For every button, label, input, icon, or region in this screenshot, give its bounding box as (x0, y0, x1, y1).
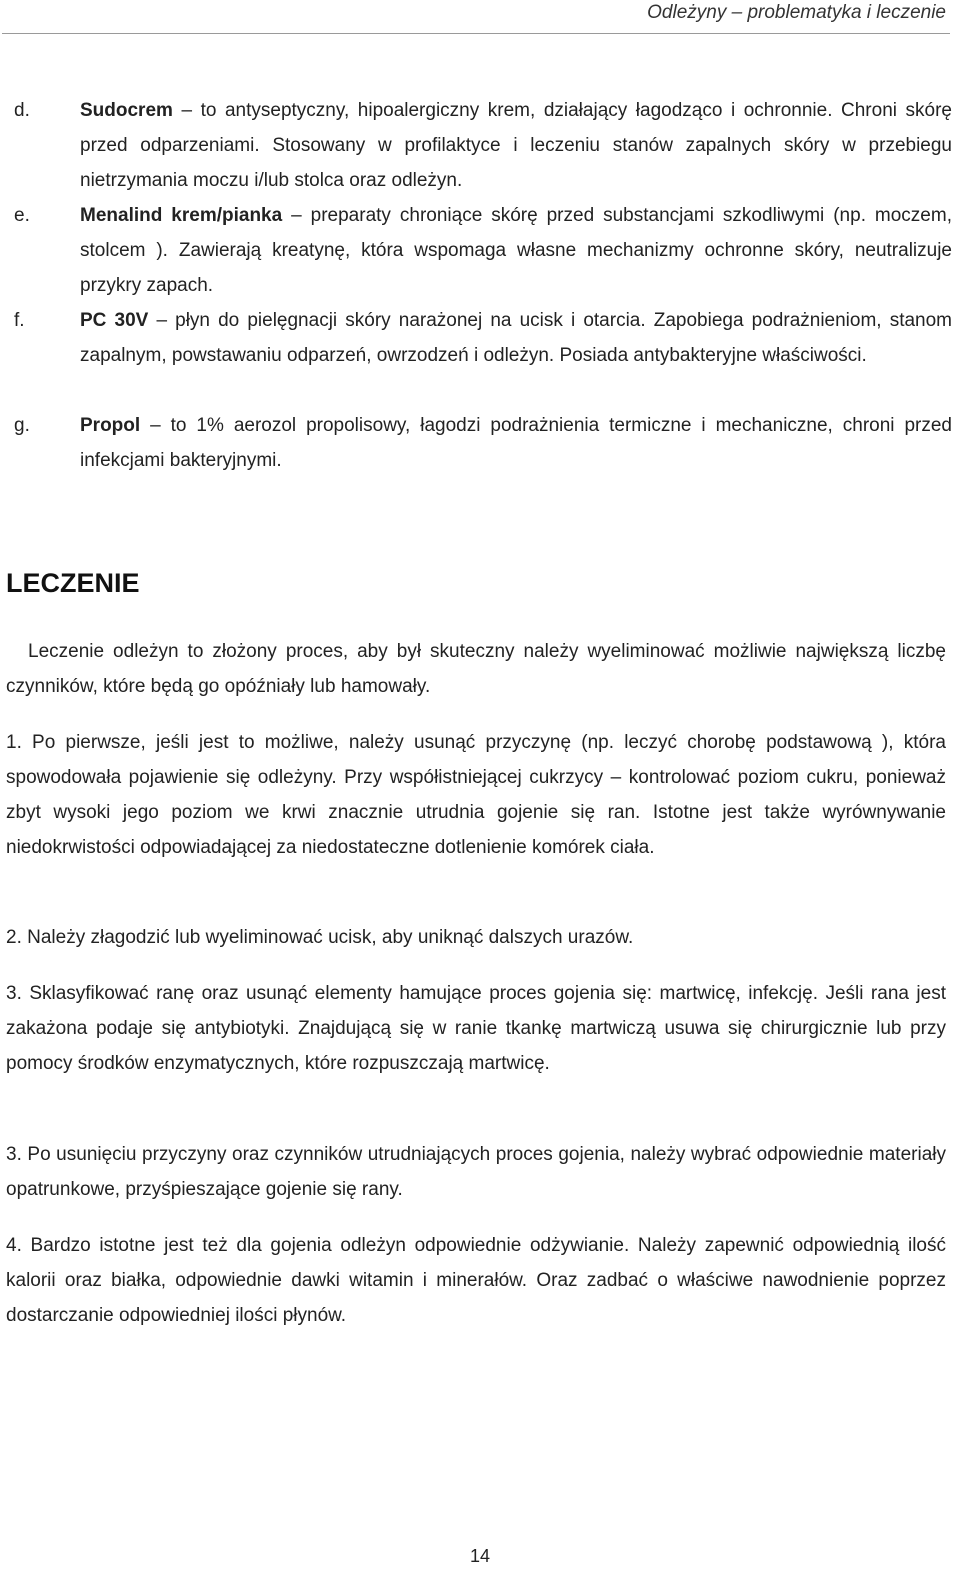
treatment-paragraph-5: 4. Bardzo istotne jest też dla gojenia odleżyn odpowiednie odżywianie. Należy zapewnić odpowiednią ilość kalorii oraz białka, odpowiednie dawki witamin i minerałów. Oraz zadbać o właściwe nawodnienie poprzez dostarczanie odpowiedniej ilości płynów. (6, 1235, 946, 1326)
list-marker: d. (14, 100, 30, 121)
header-title: Odleżyny – problematyka i leczenie (647, 2, 946, 23)
intro-paragraph: Leczenie odleżyn to złożony proces, aby był skuteczny należy wyeliminować możliwie największą liczbę czynników, które będą go opóźniały lub hamowały. (6, 641, 946, 697)
product-name: PC 30V (80, 310, 149, 331)
product-name: Sudocrem (80, 100, 173, 121)
header-divider (2, 33, 950, 34)
product-name: Propol (80, 415, 141, 436)
list-marker: g. (14, 415, 30, 436)
product-description: – to antyseptyczny, hipoalergiczny krem, działający łagodząco i ochronnie. Chroni skórę przed odparzeniami. Stosowany w profilaktyce i leczeniu stanów zapalnych skóry w przebiegu nietrzymania moczu i/lub stolca oraz odleżyn. (80, 100, 952, 191)
treatment-paragraph-4: 3. Po usunięciu przyczyny oraz czynników utrudniających proces gojenia, należy wybrać odpowiednie materiały opatrunkowe, przyśpieszające gojenie się rany. (6, 1144, 946, 1200)
product-description: – płyn do pielęgnacji skóry narażonej na ucisk i otarcia. Zapobiega podrażnieniom, stanom zapalnym, powstawaniu odparzeń, owrzodzeń i odleżyn. Posiada antybakteryjne właściwości. (80, 310, 952, 366)
page-number: 14 (469, 1546, 491, 1566)
treatment-paragraph-2: 2. Należy złagodzić lub wyeliminować ucisk, aby uniknąć dalszych urazów. (6, 927, 634, 948)
list-marker: e. (14, 205, 30, 226)
section-heading: LECZENIE (6, 568, 140, 598)
list-item-text (80, 198, 952, 303)
product-description: – to 1% aerozol propolisowy, łagodzi podrażnienia termiczne i mechaniczne, chroni przed infekcjami bakteryjnymi. (80, 415, 952, 471)
treatment-paragraph-3: 3. Sklasyfikować ranę oraz usunąć elementy hamujące proces gojenia się: martwicę, infekcję. Jeśli rana jest zakażona podaje się antybiotyki. Znajdującą się w ranie tkankę martwiczą usuwa się chirurgicznie lub przy pomocy środków enzymatycznych, które rozpuszczają martwicę. (6, 983, 946, 1074)
treatment-paragraph-1: 1. Po pierwsze, jeśli jest to możliwe, należy usunąć przyczynę (np. leczyć chorobę podstawową ), która spowodowała pojawienie się odleżyny. Przy współistniejącej cukrzycy – kontrolować poziom cukru, ponieważ zbyt wysoki jego poziom we krwi znacznie utrudnia gojenie się ran. Istotne jest także wyrównywanie niedokrwistości odpowiadającej za niedostateczne dotlenienie komórek ciała. (6, 732, 946, 858)
list-item-text (80, 303, 952, 373)
list-marker: f. (14, 310, 25, 331)
product-name: Menalind krem/pianka (80, 205, 283, 226)
list-item-text (80, 93, 952, 198)
page-header (0, 0, 960, 34)
product-description: – preparaty chroniące skórę przed substancjami szkodliwymi (np. moczem, stolcem ). Zawierają kreatynę, która wspomaga własne mechanizmy ochronne skóry, neutralizuje przykry zapach. (80, 205, 952, 296)
list-item-text (80, 408, 952, 478)
